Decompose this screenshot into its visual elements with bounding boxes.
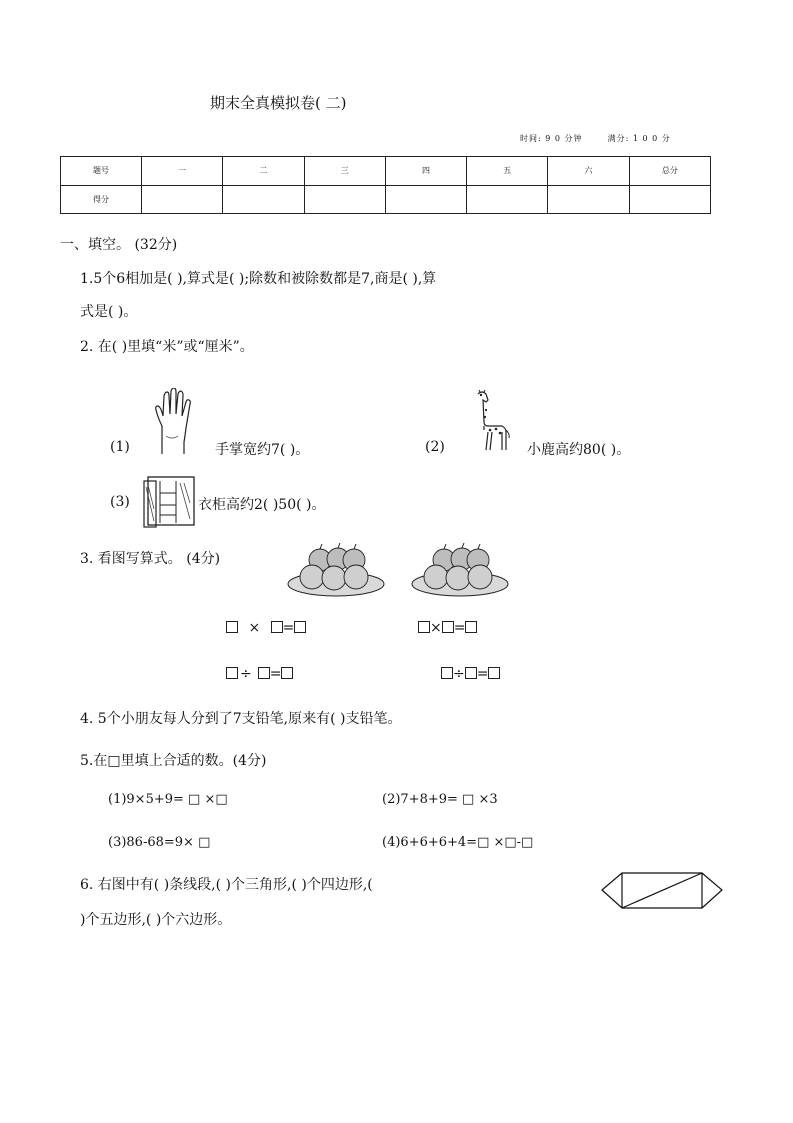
- page-title: 期末全真模拟卷( 二): [210, 94, 347, 112]
- section-heading: 一、填空。 (32分): [60, 237, 178, 253]
- q2-text: 2. 在( )里填“米”或“厘米”。: [80, 339, 254, 355]
- answer-box[interactable]: [271, 621, 283, 633]
- divide-symbol: ÷: [453, 666, 465, 682]
- q1-line1: 1.5个6相加是( ),算式是( );除数和被除数都是7,商是( ),算: [80, 271, 437, 287]
- answer-box[interactable]: [488, 667, 500, 679]
- equals-symbol: =: [453, 620, 466, 636]
- answer-box[interactable]: [441, 667, 453, 679]
- q5-expr-1: (1)9×5+9= □ ×□: [108, 792, 228, 807]
- answer-box[interactable]: [226, 621, 238, 633]
- apple-plate-icon: [286, 540, 386, 602]
- q6-line1: 6. 右图中有( )条线段,( )个三角形,( )个四边形,(: [80, 877, 373, 893]
- apple-plate-icon: [410, 540, 510, 602]
- answer-box[interactable]: [418, 621, 430, 633]
- q5-expr-2: (2)7+8+9= □ ×3: [382, 792, 498, 807]
- q2-item2-num: (2): [425, 439, 445, 455]
- q4-text: 4. 5个小朋友每人分到了7支铅笔,原来有( )支铅笔。: [80, 711, 402, 727]
- answer-box[interactable]: [258, 667, 270, 679]
- score-table-score-row: [61, 185, 711, 214]
- answer-box[interactable]: [294, 621, 306, 633]
- wardrobe-icon: [142, 473, 198, 529]
- exam-meta: [520, 133, 671, 144]
- q3-text: 3. 看图写算式。 (4分): [80, 551, 221, 567]
- q2-item2-text: 小鹿高约80( )。: [527, 442, 631, 458]
- equals-symbol: =: [282, 620, 295, 636]
- q1-line2: 式是( )。: [80, 304, 138, 320]
- answer-box[interactable]: [226, 667, 238, 679]
- times-symbol: ×: [248, 620, 261, 636]
- q2-item1-text: 手掌宽约7( )。: [215, 442, 310, 458]
- score-row-label: 得分: [61, 185, 142, 214]
- exam-time: 时间: 9 0 分钟: [520, 134, 583, 143]
- score-input-cell[interactable]: [223, 185, 304, 214]
- q3-right-div-equation: [441, 666, 500, 682]
- score-cell: 四: [385, 157, 466, 186]
- q3-left-mul-equation: [226, 620, 306, 636]
- answer-box[interactable]: [465, 621, 477, 633]
- hand-icon: [152, 388, 202, 456]
- score-input-cell[interactable]: [467, 185, 548, 214]
- score-cell: 六: [548, 157, 629, 186]
- score-input-cell[interactable]: [629, 185, 710, 214]
- hexagon-figure: [600, 870, 724, 912]
- giraffe-icon: [470, 390, 512, 452]
- score-input-cell[interactable]: [142, 185, 223, 214]
- q5-expr-4: (4)6+6+6+4=□ ×□-□: [382, 835, 534, 850]
- q5-expr-3: (3)86-68=9× □: [108, 835, 211, 850]
- score-cell: 总分: [629, 157, 710, 186]
- q3-right-mul-equation: [418, 620, 477, 636]
- score-cell: 五: [467, 157, 548, 186]
- q2-item1-num: (1): [110, 439, 130, 455]
- score-input-cell[interactable]: [304, 185, 385, 214]
- q6-line2: )个五边形,( )个六边形。: [80, 912, 232, 928]
- answer-box[interactable]: [442, 621, 454, 633]
- score-input-cell[interactable]: [385, 185, 466, 214]
- score-table: [60, 156, 711, 214]
- exam-full-score: 满分: 1 0 0 分: [607, 134, 671, 143]
- score-table-header-row: [61, 157, 711, 186]
- score-cell: 一: [142, 157, 223, 186]
- times-symbol: ×: [430, 620, 442, 636]
- score-input-cell[interactable]: [548, 185, 629, 214]
- equals-symbol: =: [269, 666, 282, 682]
- answer-box[interactable]: [281, 667, 293, 679]
- score-cell: 题号: [61, 157, 142, 186]
- q2-item3-text: 衣柜高约2( )50( )。: [198, 497, 326, 513]
- score-cell: 三: [304, 157, 385, 186]
- q5-text: 5.在□里填上合适的数。(4分): [80, 753, 267, 769]
- q2-item3-num: (3): [110, 494, 130, 510]
- divide-symbol: ÷: [240, 666, 252, 682]
- equals-symbol: =: [476, 666, 489, 682]
- answer-box[interactable]: [465, 667, 477, 679]
- score-cell: 二: [223, 157, 304, 186]
- q3-left-div-equation: [226, 666, 293, 682]
